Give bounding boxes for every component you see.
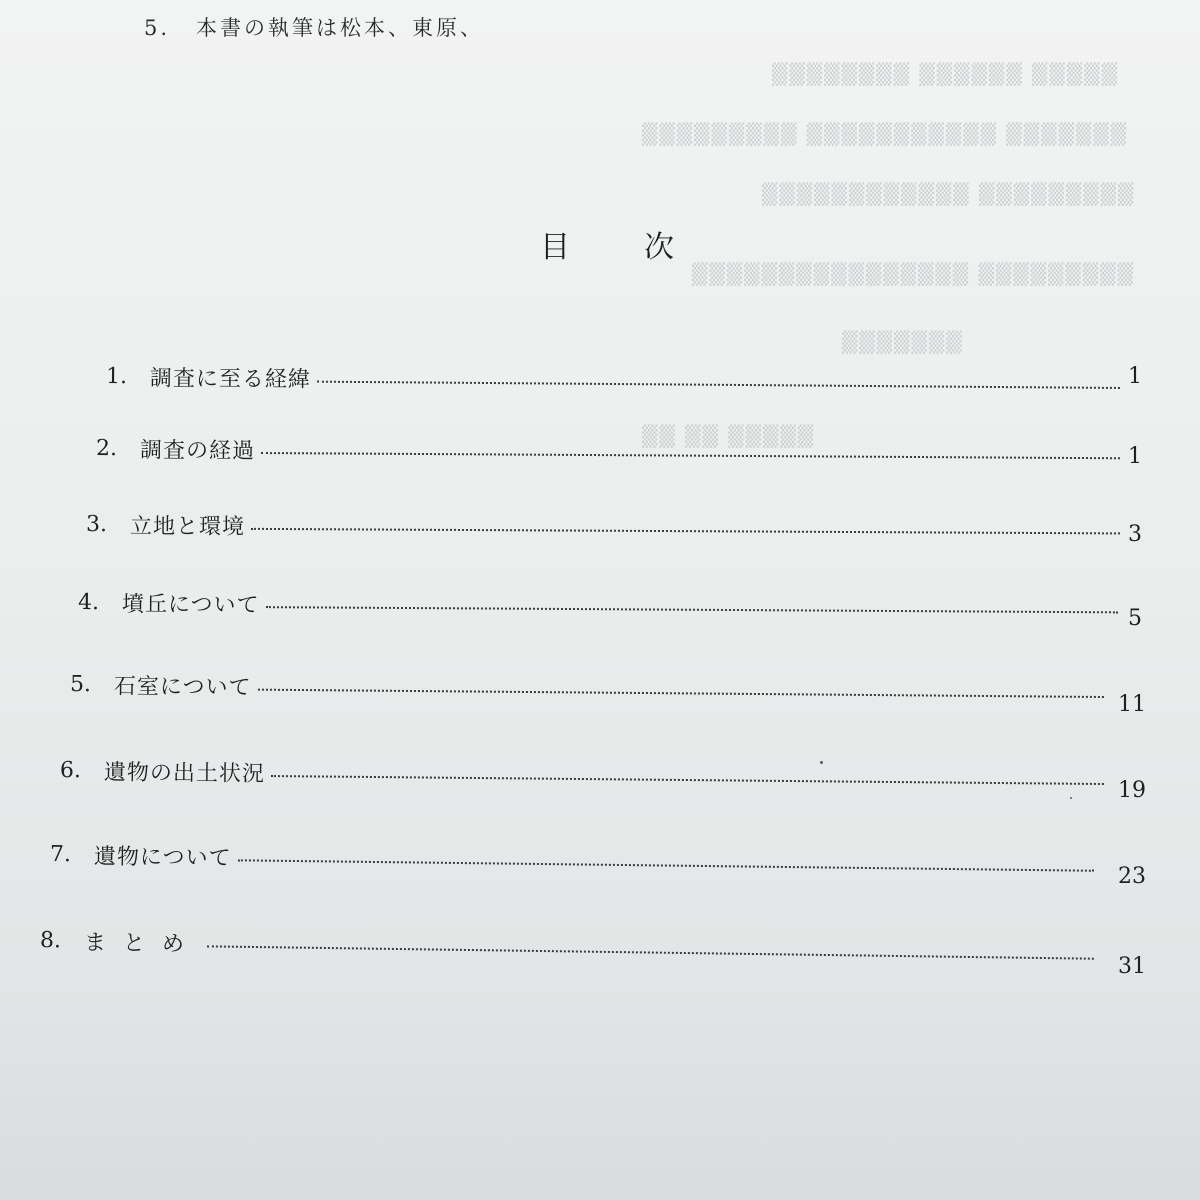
toc-entry-number: 3. bbox=[85, 511, 108, 537]
show-through-line: ▒▒▒▒▒▒▒ ▒▒▒▒▒▒▒▒▒▒▒ ▒▒▒▒▒▒▒▒▒ bbox=[640, 122, 1126, 146]
toc-dot-leader bbox=[261, 452, 1120, 459]
toc-entry-title: 遺物の出土状況 bbox=[103, 759, 266, 787]
toc-entry-title: 立地と環境 bbox=[129, 513, 246, 540]
toc-dot-leader bbox=[258, 689, 1104, 698]
toc-entry-title: 遺物について bbox=[93, 844, 232, 871]
toc-entry bbox=[78, 582, 1124, 628]
toc-entry-title: まとめ bbox=[83, 930, 202, 957]
paper-speck bbox=[1070, 797, 1072, 799]
toc-entry bbox=[96, 428, 1126, 474]
toc-entry-number: 7. bbox=[49, 841, 72, 867]
toc-entry-page: 31 bbox=[1118, 954, 1146, 979]
toc-entry bbox=[86, 504, 1126, 549]
toc-entry-page: 23 bbox=[1118, 864, 1146, 889]
toc-entry bbox=[106, 356, 1126, 404]
toc-entry-number: 2. bbox=[95, 435, 118, 461]
page-title bbox=[540, 222, 674, 266]
toc-entry bbox=[40, 920, 1100, 975]
toc-dot-leader bbox=[207, 945, 1094, 959]
show-through-line: ▒▒▒▒▒ ▒▒▒▒▒▒ ▒▒▒▒▒▒▒▒ bbox=[770, 62, 1117, 86]
toc-entry-page: 1 bbox=[1128, 364, 1142, 389]
toc-dot-leader bbox=[266, 606, 1118, 613]
toc-entry-number: 4. bbox=[77, 589, 100, 615]
toc-entry-page: 11 bbox=[1118, 692, 1146, 717]
toc-entry bbox=[50, 834, 1100, 887]
top-note-number: 5. bbox=[144, 16, 171, 40]
toc-entry-title: 調査の経過 bbox=[139, 437, 256, 464]
toc-entry-title: 石室について bbox=[113, 673, 252, 701]
toc-dot-leader bbox=[251, 528, 1120, 535]
show-through-line: ▒▒▒▒▒▒▒▒▒ ▒▒▒▒▒▒▒▒▒▒▒▒▒▒▒▒ bbox=[690, 262, 1133, 286]
toc-entry-page: 1 bbox=[1128, 444, 1142, 469]
toc-entry-page: 3 bbox=[1128, 522, 1142, 547]
toc-entry-number: 5. bbox=[69, 671, 92, 697]
toc-dot-leader bbox=[271, 775, 1104, 785]
toc-entry-number: 6. bbox=[59, 757, 82, 783]
paper-speck bbox=[820, 761, 823, 764]
show-through-line: ▒▒▒▒▒▒▒▒▒ ▒▒▒▒▒▒▒▒▒▒▒▒ bbox=[760, 182, 1134, 206]
toc-entry bbox=[60, 750, 1110, 800]
page-title-char-2: 次 bbox=[644, 230, 674, 265]
top-note-text: 本書の執筆は松本、東原、 bbox=[196, 16, 485, 40]
show-through-line: ▒▒▒▒▒ ▒▒ ▒▒ bbox=[640, 424, 814, 448]
show-through-line: ▒▒▒▒▒▒▒ bbox=[840, 330, 962, 354]
toc-entry-page: 5 bbox=[1128, 606, 1142, 631]
toc-entry-number: 1. bbox=[105, 363, 128, 389]
toc-entry-page: 19 bbox=[1118, 778, 1146, 803]
toc-entry bbox=[70, 664, 1110, 713]
toc-entry-title: 調査に至る経緯 bbox=[149, 365, 312, 393]
page-title-char-1: 目 bbox=[540, 230, 570, 265]
toc-dot-leader bbox=[317, 381, 1120, 389]
toc-entry-number: 8. bbox=[39, 927, 62, 953]
toc-entry-title: 墳丘について bbox=[121, 591, 260, 618]
top-note bbox=[144, 12, 484, 42]
toc-dot-leader bbox=[237, 859, 1093, 871]
